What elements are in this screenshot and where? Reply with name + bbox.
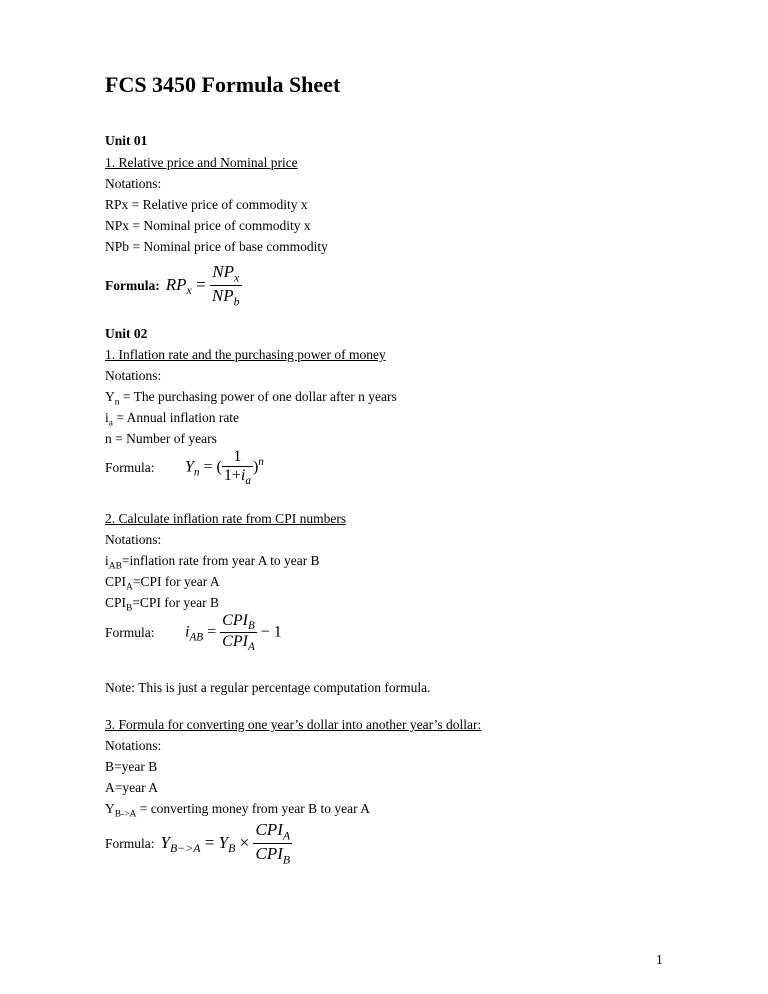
formula-label: Formula:	[105, 459, 155, 475]
notation-npx: NPx = Nominal price of commodity x	[105, 218, 311, 233]
unit-01-heading: Unit 01	[105, 133, 148, 148]
relative-price-formula	[105, 262, 242, 310]
notation-cpib: $CPI_B=CPI$ for year B	[105, 595, 220, 614]
page-title: FCS 3450 Formula Sheet	[105, 72, 341, 97]
formula-label: Formula:	[105, 835, 155, 851]
notations-label: Notations:	[105, 738, 162, 753]
unit-01-section-1-title: 1. Relative price and Nominal price	[105, 155, 298, 170]
notation-y-b-to-a: $Y_{B->A}$ = converting money from year B to year A	[105, 801, 371, 820]
formula-expression: $Y_n$ = ( $\frac{1}{1+i_a}$ )$^n$	[185, 448, 264, 488]
formula-expression: $RP_x$ = $\frac{NP_x}{NP_b}$	[165, 262, 240, 309]
unit-02-section-3-title: 3. Formula for converting one year’s dollar into another year’s dollar:	[105, 717, 482, 732]
notation-cpia: $CPI_A=CPI$ for year A	[105, 574, 220, 593]
formula-label: Formula:	[105, 624, 155, 640]
notation-rpx: RPx = Relative price of commodity x	[105, 197, 308, 212]
dollar-conversion-formula	[105, 820, 292, 868]
notation-iab: $i_{AB}=inflation$ rate from year A to year B	[105, 553, 320, 572]
inflation-rate-formula	[105, 612, 282, 653]
purchasing-power-formula	[105, 448, 264, 487]
notation-yn: $Y_n$ = The purchasing power of one dollar after n years	[105, 389, 397, 408]
formula-expression: $Y_{B->A} = Y_B$ × $\frac{CPI_A}{CPI_B}$	[160, 820, 291, 867]
unit-02-section-1-title: 1. Inflation rate and the purchasing power of money	[105, 347, 386, 362]
notations-label: Notations:	[105, 176, 162, 191]
unit-02-section-2-title: 2. Calculate inflation rate from CPI numbers	[105, 511, 347, 526]
notation-ia: $i_a$ = Annual inflation rate	[105, 410, 240, 429]
notations-label: Notations:	[105, 368, 162, 383]
formula-expression: $i_{AB}$ = $\frac{CPI_B}{CPI_A}$ − 1	[185, 612, 282, 654]
notation-year-a: A=year A	[105, 780, 158, 795]
notation-npb: NPb = Nominal price of base commodity	[105, 239, 328, 254]
unit-02-heading: Unit 02	[105, 326, 148, 341]
notation-year-b: B=year B	[105, 759, 158, 774]
notation-n: n = Number of years	[105, 431, 217, 446]
percentage-note: Note: This is just a regular percentage computation formula.	[105, 680, 431, 695]
page-number: 1	[656, 952, 663, 967]
notations-label: Notations:	[105, 532, 162, 547]
formula-label: Formula:	[105, 277, 160, 293]
